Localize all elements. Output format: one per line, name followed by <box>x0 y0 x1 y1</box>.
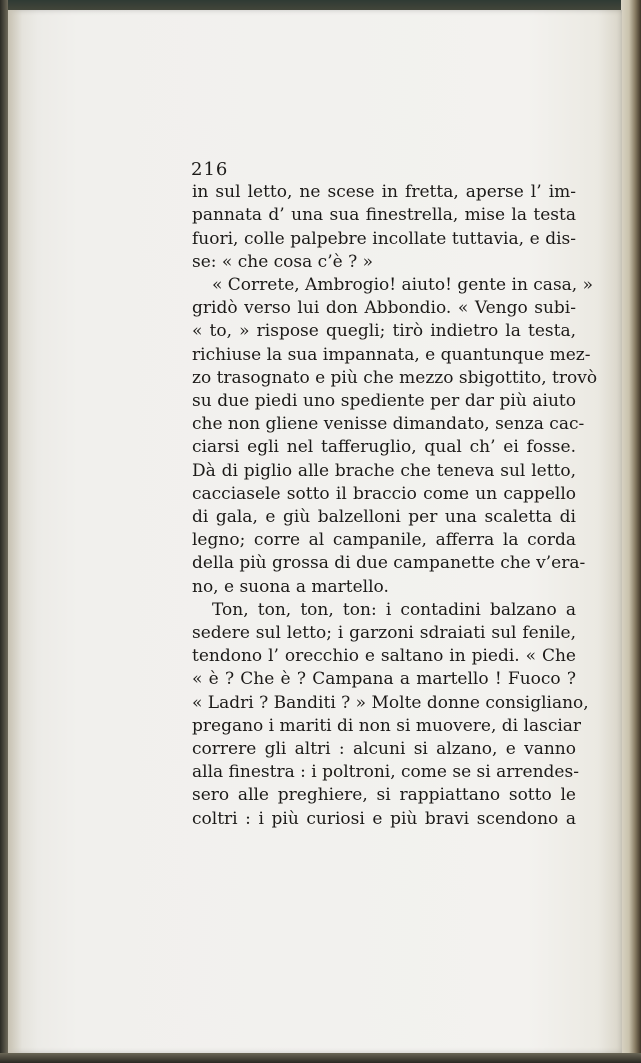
book-page <box>8 10 622 1053</box>
book-page-stack-edge <box>621 0 641 1063</box>
text-line: gridò verso lui don Abbondio. « Vengo subi- <box>192 298 576 319</box>
text-line: in sul letto, ne scese in fretta, aperse l’ im- <box>192 182 576 203</box>
page-gutter-shadow <box>8 10 22 1053</box>
text-line: che non gliene venisse dimandato, senza cac- <box>192 414 585 435</box>
text-line: cacciasele sotto il braccio come un cappello <box>192 483 576 504</box>
text-line: « Correte, Ambrogio! aiuto! gente in casa, » <box>212 275 594 296</box>
text-line: richiuse la sua impannata, e quantunque mez- <box>192 344 591 365</box>
text-line: se: « che cosa c’è ? » <box>192 251 373 272</box>
book-binding-left <box>0 0 8 1063</box>
text-line: « Ladri ? Banditi ? » Molte donne consigliano, <box>192 692 589 713</box>
text-line: alla finestra : i poltroni, come se si arrendes- <box>192 762 579 783</box>
text-line: « to, » rispose quegli; tirò indietro la testa, <box>192 321 576 342</box>
text-line: coltri : i più curiosi e più bravi scendono a <box>192 808 576 829</box>
text-line: legno; corre al campanile, afferra la corda <box>192 530 576 551</box>
text-line: sedere sul letto; i garzoni sdraiati sul fenile, <box>192 623 576 644</box>
book-binding-bottom <box>0 1053 641 1063</box>
text-line: pannata d’ una sua finestrella, mise la testa <box>192 205 576 226</box>
text-line: zo trasognato e più che mezzo sbigottito, trovò <box>192 367 598 388</box>
text-line: « è ? Che è ? Campana a martello ! Fuoco ? <box>192 669 576 690</box>
text-line: pregano i mariti di non si muovere, di lasciar <box>192 715 582 736</box>
page-number: 216 <box>191 159 229 180</box>
text-line: ciarsi egli nel tafferuglio, qual ch’ ei fosse. <box>192 437 576 458</box>
page-text-block <box>184 158 598 831</box>
text-line: tendono l’ orecchio e saltano in piedi. « Che <box>192 646 576 667</box>
text-line: fuori, colle palpebre incollate tuttavia, e dis- <box>192 228 576 249</box>
text-line: correre gli altri : alcuni si alzano, e vanno <box>192 739 576 760</box>
text-line: della più grossa di due campanette che v’era- <box>192 553 586 574</box>
text-line: Dà di piglio alle brache che teneva sul letto, <box>192 460 576 481</box>
text-line: no, e suona a martello. <box>192 576 389 597</box>
text-line: Ton, ton, ton, ton: i contadini balzano a <box>212 599 576 620</box>
text-line: su due piedi uno spediente per dar più aiuto <box>192 391 576 412</box>
text-line: sero alle preghiere, si rappiattano sotto le <box>192 785 576 806</box>
text-line: di gala, e giù balzelloni per una scaletta di <box>192 507 576 528</box>
